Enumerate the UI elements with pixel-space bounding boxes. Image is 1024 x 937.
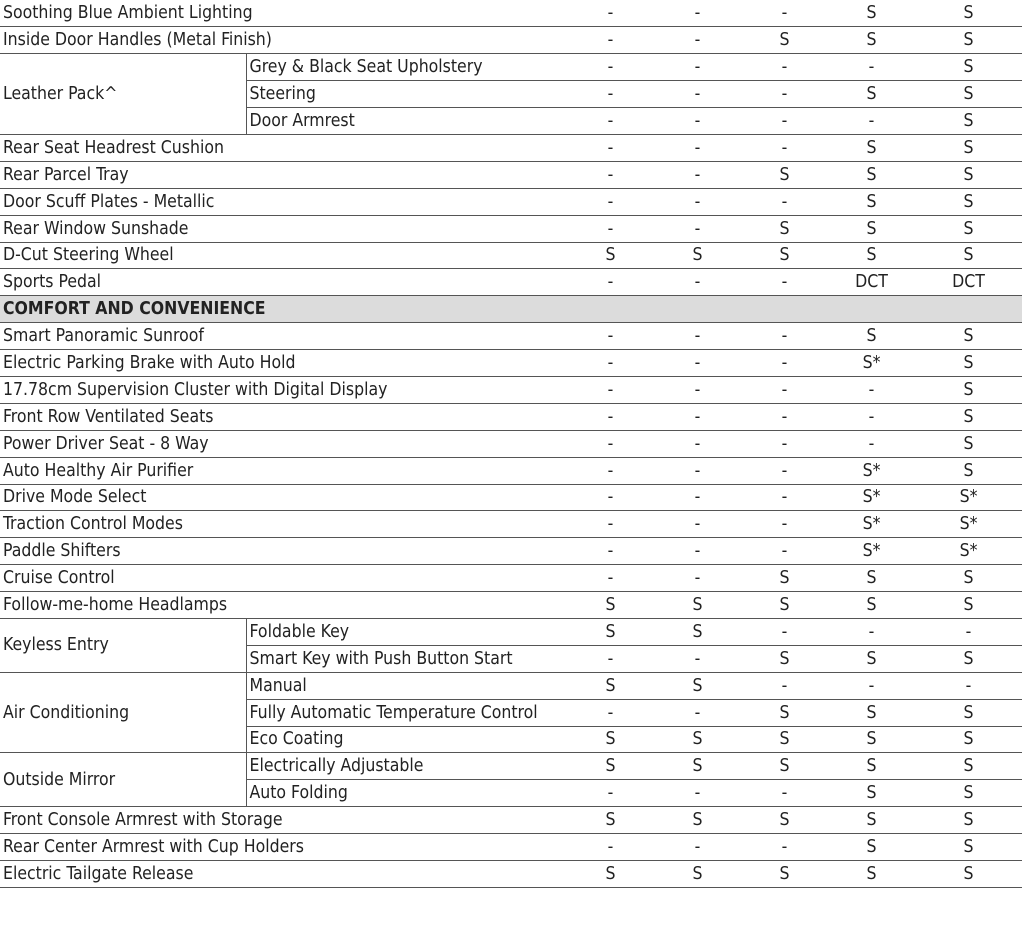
value-cell: - xyxy=(567,54,654,81)
value-cell: - xyxy=(654,780,741,807)
value-cell: - xyxy=(654,0,741,27)
value-cell: - xyxy=(654,430,741,457)
value-cell: - xyxy=(567,780,654,807)
value-cell: S* xyxy=(915,484,1022,511)
value-cell: - xyxy=(915,672,1022,699)
value-cell: DCT xyxy=(915,269,1022,296)
sub-feature-label: Manual xyxy=(246,672,567,699)
table-row xyxy=(0,753,1022,780)
feature-label: Electric Tailgate Release xyxy=(0,861,567,888)
sub-feature-label: Auto Folding xyxy=(246,780,567,807)
value-cell: S xyxy=(915,161,1022,188)
value-cell: S xyxy=(828,861,915,888)
value-cell: - xyxy=(567,108,654,135)
value-cell: - xyxy=(828,403,915,430)
sub-feature-label: Fully Automatic Temperature Control xyxy=(246,699,567,726)
value-cell: - xyxy=(567,376,654,403)
value-cell: S xyxy=(828,726,915,753)
sub-feature-label: Grey & Black Seat Upholstery xyxy=(246,54,567,81)
table-row xyxy=(0,376,1022,403)
value-cell: - xyxy=(654,215,741,242)
feature-label: Sports Pedal xyxy=(0,269,567,296)
section-title: COMFORT AND CONVENIENCE xyxy=(0,296,1022,323)
table-row xyxy=(0,861,1022,888)
feature-label: Paddle Shifters xyxy=(0,538,567,565)
value-cell: - xyxy=(915,618,1022,645)
value-cell: S xyxy=(915,645,1022,672)
value-cell: S xyxy=(654,861,741,888)
feature-label: Drive Mode Select xyxy=(0,484,567,511)
value-cell: S xyxy=(828,699,915,726)
value-cell: - xyxy=(567,81,654,108)
value-cell: - xyxy=(654,108,741,135)
value-cell: S xyxy=(828,780,915,807)
sub-feature-label: Eco Coating xyxy=(246,726,567,753)
value-cell: S xyxy=(741,161,828,188)
value-cell: - xyxy=(567,699,654,726)
value-cell: - xyxy=(654,645,741,672)
table-row xyxy=(0,188,1022,215)
value-cell: - xyxy=(741,108,828,135)
sub-feature-label: Foldable Key xyxy=(246,618,567,645)
value-cell: - xyxy=(654,269,741,296)
value-cell: - xyxy=(741,484,828,511)
value-cell: S xyxy=(915,188,1022,215)
table-row xyxy=(0,484,1022,511)
value-cell: - xyxy=(654,376,741,403)
value-cell: - xyxy=(567,834,654,861)
value-cell: S xyxy=(654,592,741,619)
value-cell: - xyxy=(741,188,828,215)
group-label: Leather Pack^ xyxy=(0,54,246,135)
feature-label: Door Scuff Plates - Metallic xyxy=(0,188,567,215)
feature-label: Rear Seat Headrest Cushion xyxy=(0,134,567,161)
feature-label: Auto Healthy Air Purifier xyxy=(0,457,567,484)
table-row xyxy=(0,538,1022,565)
value-cell: - xyxy=(567,350,654,377)
value-cell: - xyxy=(741,834,828,861)
value-cell: S xyxy=(741,726,828,753)
group-label: Keyless Entry xyxy=(0,618,246,672)
value-cell: S xyxy=(828,834,915,861)
table-row xyxy=(0,242,1022,269)
feature-label: Cruise Control xyxy=(0,565,567,592)
value-cell: - xyxy=(741,54,828,81)
value-cell: S xyxy=(915,699,1022,726)
value-cell: S xyxy=(828,188,915,215)
value-cell: S* xyxy=(828,538,915,565)
value-cell: S xyxy=(741,861,828,888)
feature-label: Front Row Ventilated Seats xyxy=(0,403,567,430)
value-cell: - xyxy=(567,323,654,350)
table-row xyxy=(0,269,1022,296)
value-cell: S xyxy=(828,592,915,619)
feature-label: Power Driver Seat - 8 Way xyxy=(0,430,567,457)
feature-label: 17.78cm Supervision Cluster with Digital Display xyxy=(0,376,567,403)
value-cell: S xyxy=(741,807,828,834)
value-cell: S xyxy=(915,726,1022,753)
value-cell: - xyxy=(828,672,915,699)
table-row xyxy=(0,215,1022,242)
value-cell: - xyxy=(654,27,741,54)
value-cell: S* xyxy=(828,457,915,484)
value-cell: S xyxy=(654,753,741,780)
value-cell: - xyxy=(828,54,915,81)
value-cell: - xyxy=(567,0,654,27)
feature-label: Rear Window Sunshade xyxy=(0,215,567,242)
value-cell: S xyxy=(915,807,1022,834)
value-cell: S xyxy=(915,0,1022,27)
value-cell: - xyxy=(654,350,741,377)
table-row xyxy=(0,54,1022,81)
value-cell: S xyxy=(741,215,828,242)
value-cell: - xyxy=(567,484,654,511)
value-cell: S xyxy=(741,645,828,672)
sub-feature-label: Electrically Adjustable xyxy=(246,753,567,780)
value-cell: S xyxy=(741,27,828,54)
value-cell: S xyxy=(915,403,1022,430)
value-cell: S xyxy=(828,645,915,672)
value-cell: - xyxy=(567,134,654,161)
value-cell: S xyxy=(828,27,915,54)
value-cell: - xyxy=(654,484,741,511)
value-cell: S xyxy=(915,54,1022,81)
feature-label: Traction Control Modes xyxy=(0,511,567,538)
value-cell: S* xyxy=(915,511,1022,538)
feature-label: Follow-me-home Headlamps xyxy=(0,592,567,619)
value-cell: - xyxy=(567,403,654,430)
table-row xyxy=(0,323,1022,350)
feature-label: Electric Parking Brake with Auto Hold xyxy=(0,350,567,377)
value-cell: S xyxy=(741,242,828,269)
value-cell: S xyxy=(567,753,654,780)
value-cell: - xyxy=(567,565,654,592)
value-cell: S xyxy=(828,215,915,242)
table-row xyxy=(0,672,1022,699)
value-cell: - xyxy=(654,511,741,538)
value-cell: S xyxy=(915,134,1022,161)
value-cell: S xyxy=(828,134,915,161)
value-cell: S* xyxy=(915,538,1022,565)
table-row xyxy=(0,161,1022,188)
value-cell: S xyxy=(915,323,1022,350)
value-cell: - xyxy=(741,618,828,645)
value-cell: S xyxy=(915,108,1022,135)
value-cell: S xyxy=(654,726,741,753)
value-cell: S xyxy=(567,618,654,645)
table-row xyxy=(0,134,1022,161)
value-cell: S xyxy=(915,81,1022,108)
value-cell: - xyxy=(654,81,741,108)
value-cell: - xyxy=(567,457,654,484)
value-cell: S xyxy=(654,672,741,699)
value-cell: - xyxy=(741,0,828,27)
value-cell: S xyxy=(915,350,1022,377)
table-row xyxy=(0,592,1022,619)
value-cell: - xyxy=(828,108,915,135)
value-cell: S xyxy=(915,592,1022,619)
table-row xyxy=(0,457,1022,484)
value-cell: - xyxy=(654,403,741,430)
value-cell: S xyxy=(828,753,915,780)
value-cell: S xyxy=(654,242,741,269)
value-cell: S xyxy=(567,726,654,753)
value-cell: - xyxy=(654,188,741,215)
value-cell: - xyxy=(567,27,654,54)
value-cell: S xyxy=(915,780,1022,807)
value-cell: - xyxy=(654,161,741,188)
table-row xyxy=(0,511,1022,538)
value-cell: - xyxy=(741,457,828,484)
feature-label: Rear Parcel Tray xyxy=(0,161,567,188)
value-cell: - xyxy=(741,780,828,807)
table-row xyxy=(0,807,1022,834)
value-cell: S xyxy=(915,27,1022,54)
value-cell: S xyxy=(915,215,1022,242)
value-cell: - xyxy=(567,511,654,538)
group-label: Air Conditioning xyxy=(0,672,246,753)
value-cell: S xyxy=(828,323,915,350)
feature-label: Smart Panoramic Sunroof xyxy=(0,323,567,350)
value-cell: S xyxy=(828,565,915,592)
value-cell: S xyxy=(567,861,654,888)
sub-feature-label: Door Armrest xyxy=(246,108,567,135)
value-cell: - xyxy=(741,672,828,699)
value-cell: - xyxy=(654,54,741,81)
value-cell: S xyxy=(828,807,915,834)
value-cell: S xyxy=(741,699,828,726)
feature-label: Rear Center Armrest with Cup Holders xyxy=(0,834,567,861)
value-cell: S xyxy=(567,807,654,834)
value-cell: - xyxy=(741,323,828,350)
value-cell: - xyxy=(741,81,828,108)
feature-label: D-Cut Steering Wheel xyxy=(0,242,567,269)
value-cell: S xyxy=(654,807,741,834)
value-cell: - xyxy=(741,538,828,565)
value-cell: - xyxy=(654,699,741,726)
value-cell: - xyxy=(741,511,828,538)
value-cell: - xyxy=(654,323,741,350)
value-cell: - xyxy=(654,134,741,161)
value-cell: S xyxy=(828,242,915,269)
table-row xyxy=(0,618,1022,645)
value-cell: S xyxy=(741,753,828,780)
feature-label: Soothing Blue Ambient Lighting xyxy=(0,0,567,27)
value-cell: S xyxy=(654,618,741,645)
value-cell: S xyxy=(915,242,1022,269)
value-cell: S* xyxy=(828,484,915,511)
table-row xyxy=(0,0,1022,27)
value-cell: - xyxy=(567,215,654,242)
value-cell: S xyxy=(915,861,1022,888)
section-header-row xyxy=(0,296,1022,323)
table-row xyxy=(0,403,1022,430)
table-row xyxy=(0,834,1022,861)
sub-feature-label: Steering xyxy=(246,81,567,108)
value-cell: - xyxy=(567,430,654,457)
value-cell: S xyxy=(915,565,1022,592)
value-cell: S xyxy=(915,457,1022,484)
value-cell: - xyxy=(741,376,828,403)
value-cell: S xyxy=(567,592,654,619)
value-cell: - xyxy=(741,403,828,430)
sub-feature-label: Smart Key with Push Button Start xyxy=(246,645,567,672)
feature-label: Inside Door Handles (Metal Finish) xyxy=(0,27,567,54)
value-cell: - xyxy=(567,188,654,215)
value-cell: S xyxy=(828,81,915,108)
value-cell: S xyxy=(567,242,654,269)
value-cell: - xyxy=(567,269,654,296)
table-row xyxy=(0,565,1022,592)
value-cell: - xyxy=(567,538,654,565)
value-cell: S xyxy=(915,430,1022,457)
value-cell: - xyxy=(567,161,654,188)
value-cell: - xyxy=(567,645,654,672)
value-cell: S xyxy=(915,834,1022,861)
value-cell: S* xyxy=(828,511,915,538)
value-cell: S xyxy=(828,161,915,188)
value-cell: - xyxy=(741,269,828,296)
value-cell: S xyxy=(828,0,915,27)
value-cell: - xyxy=(654,565,741,592)
value-cell: - xyxy=(828,618,915,645)
table-row xyxy=(0,350,1022,377)
value-cell: S xyxy=(741,592,828,619)
value-cell: - xyxy=(654,538,741,565)
value-cell: S* xyxy=(828,350,915,377)
group-label: Outside Mirror xyxy=(0,753,246,807)
value-cell: - xyxy=(654,457,741,484)
value-cell: DCT xyxy=(828,269,915,296)
value-cell: - xyxy=(828,430,915,457)
table-row xyxy=(0,430,1022,457)
feature-label: Front Console Armrest with Storage xyxy=(0,807,567,834)
value-cell: S xyxy=(915,753,1022,780)
value-cell: S xyxy=(567,672,654,699)
value-cell: - xyxy=(741,134,828,161)
table-row xyxy=(0,27,1022,54)
value-cell: S xyxy=(741,565,828,592)
value-cell: - xyxy=(741,430,828,457)
value-cell: S xyxy=(915,376,1022,403)
value-cell: - xyxy=(741,350,828,377)
value-cell: - xyxy=(654,834,741,861)
value-cell: - xyxy=(828,376,915,403)
